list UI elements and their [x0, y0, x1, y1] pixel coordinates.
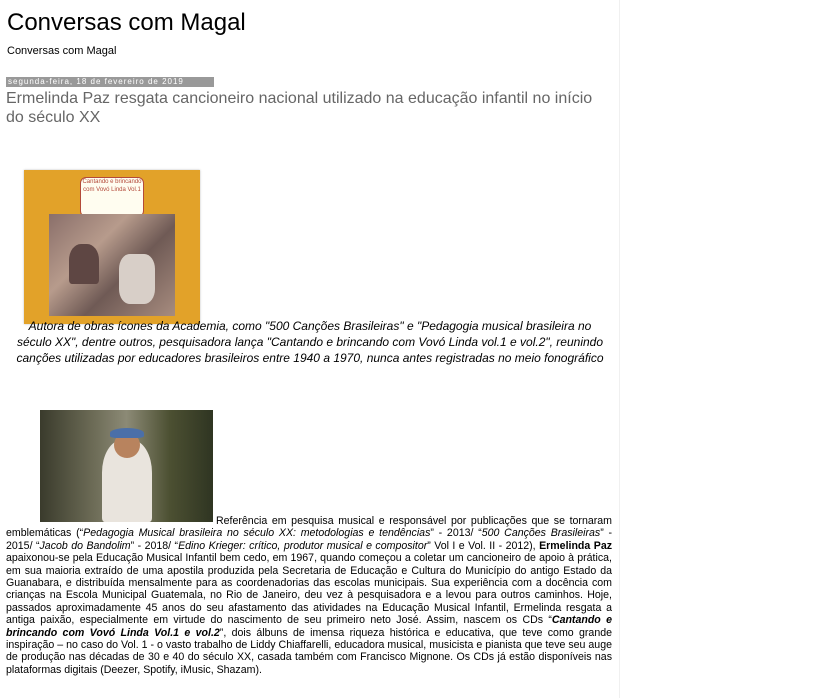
body-text-segment: ” - 2015/ “: [6, 527, 612, 552]
album-cover-image[interactable]: [24, 170, 200, 324]
body-italic-segment: 500 Canções Brasileiras: [481, 527, 601, 540]
album-painting: [49, 214, 175, 316]
post-body-paragraph: [6, 515, 612, 676]
post-body: [6, 515, 612, 676]
post-date: segunda-feira, 18 de fevereiro de 2019: [6, 77, 214, 87]
painting-figure: [119, 254, 155, 304]
blog-title[interactable]: Conversas com Magal: [7, 9, 246, 36]
album-title-badge: Cantando e brincando com Vovó Linda Vol.1: [80, 177, 144, 217]
body-bold-italic-segment: Cantando e brincando com Vovó Linda Vol.1 e vol.2: [6, 614, 612, 639]
author-hat: [110, 428, 144, 438]
body-bold-segment: Ermelinda Paz: [539, 539, 613, 552]
body-italic-segment: Edino Krieger: crítico, produtor musical e compositor: [178, 539, 428, 552]
author-photo[interactable]: [40, 410, 213, 522]
body-text-segment: Referência em pesquisa musical e responsável por publicações que se tornaram emblemáticas (“: [6, 515, 612, 540]
body-italic-segment: Pedagogia Musical brasileira no século XX: metodologias e tendências: [83, 527, 431, 540]
body-text-segment: apaixonou-se pela Educação Musical Infantil bem cedo, em 1967, quando começou a coletar um cancioneiro de apoio à prática, em sua maioria extraído de uma apostila produzida pela Secretaria de Educação e Cultura do Município do antigo Estado da Guanabara, e distribuída mensalmente para as coordenadorias das escolas municipais. Sua experiência com a docência com crianças na Escola Municipal Guatemala, no Rio de Janeiro, deu vez à pesquisadora e a levou para outros caminhos. Hoje, passados aproximadamente 45 anos do seu afastamento das atividades na Educação Musical Infantil, Ermelinda resgata a antiga paixão, especialmente em virtude do nascimento de seu primeiro neto José. Assim, nascem os CDs “: [6, 552, 612, 627]
body-text-segment: ”, dois álbuns de imensa riqueza histórica e educativa, que teve como grande inspiração – no caso do Vol. 1 - o vasto trabalho de Liddy Chiaffarelli, educadora musical, musicista e pianista que teve seu auge de produção nas décadas de 30 e 40 do século XX, casada também com Francisco Mignone. Os CDs já estão disponíveis nas plataformas digitais (Deezer, Spotify, iMusic, Shazam).: [6, 626, 613, 676]
body-text-segment: ” - 2018/ “: [130, 539, 179, 552]
image-caption: Autora de obras ícones da Academia, como "500 Canções Brasileiras" e "Pedagogia musical brasileira no século XX", dentre outros, pesquisadora lança "Cantando e brincando com Vovó Linda vol.1 e vol.2", reunindo canções utilizadas por educadores brasileiros entre 1940 a 1970, nunca antes registradas no meio fonográfico: [16, 319, 604, 365]
painting-figure: [69, 244, 99, 284]
body-text-segment: ” Vol I e Vol. II - 2012),: [427, 539, 540, 552]
body-italic-segment: Jacob do Bandolim: [39, 539, 131, 552]
blog-description: Conversas com Magal: [7, 45, 117, 57]
body-text-segment: ” - 2013/ “: [430, 527, 482, 540]
post-title[interactable]: Ermelinda Paz resgata cancioneiro nacional utilizado na educação infantil no início do século XX: [6, 90, 593, 126]
